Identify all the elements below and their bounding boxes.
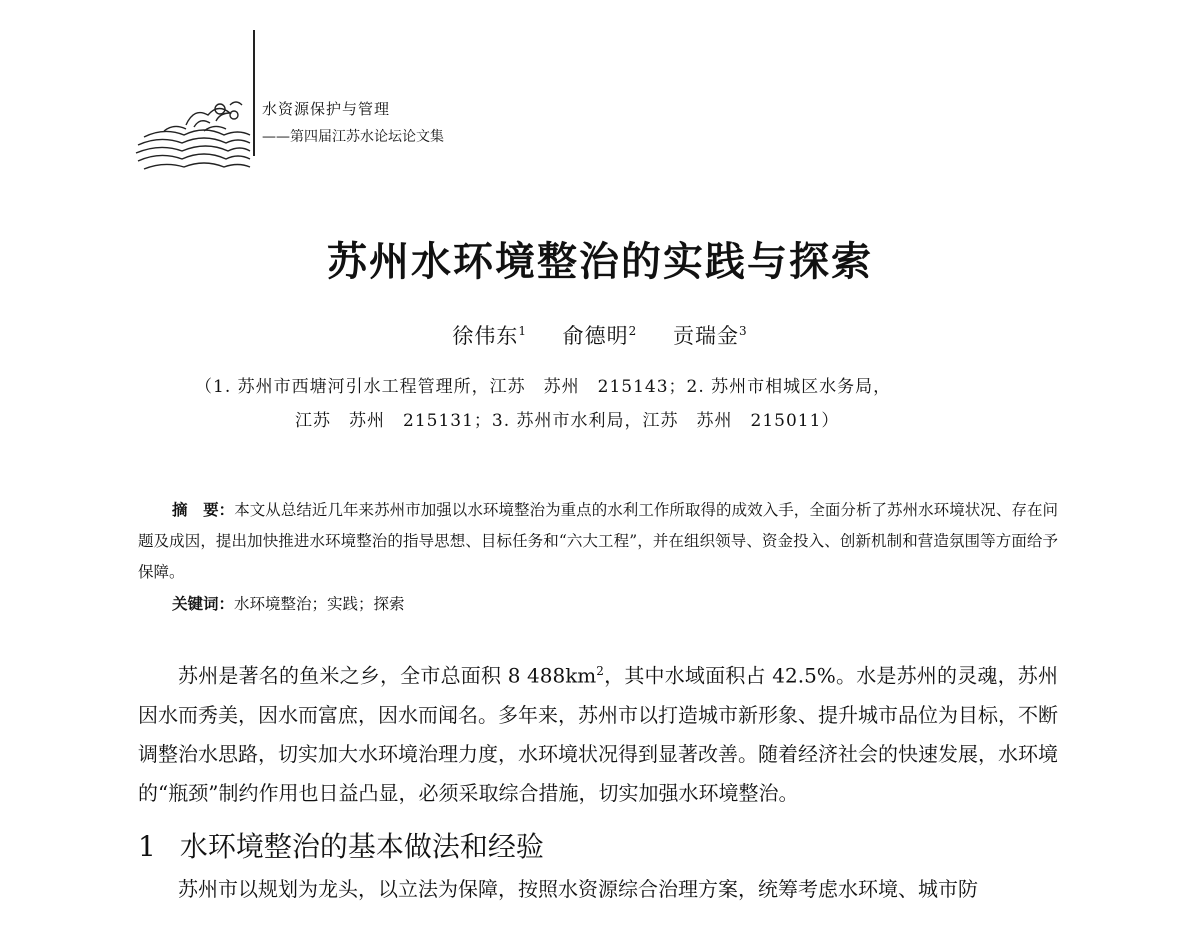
abstract	[138, 494, 1058, 588]
keywords-label: 关键词：	[172, 594, 235, 613]
author: 徐伟东$^1$	[452, 324, 527, 348]
section-number: 1	[138, 830, 156, 863]
wave-logo-icon	[134, 85, 252, 177]
affiliation-line: 江苏 苏州 215131；3. 苏州市水利局，江苏 苏州 215011）	[295, 411, 840, 431]
abstract-text: 本文从总结近几年来苏州市加强以水环境整治为重点的水利工作所取得的成效入手，全面分析了苏州水环境状况、存在问题及成因，提出加快推进水环境整治的指导思想、目标任务和“六大工程”，并在组织领导、资金投入、创新机制和营造氛围等方面给予保障。	[138, 501, 1058, 581]
keywords-text: 水环境整治；实践；探索	[234, 595, 405, 613]
author: 贡瑞金$^3$	[673, 324, 748, 348]
series-subtitle: ——第四届江苏水论坛论文集	[262, 129, 444, 145]
section-paragraph: 苏州市以规划为龙头，以立法为保障，按照水资源综合治理方案，统筹考虑水环境、城市防	[178, 877, 978, 901]
paper-title: 苏州水环境整治的实践与探索	[327, 238, 873, 285]
header-divider	[253, 30, 255, 156]
author-list	[0, 320, 1200, 350]
intro-paragraph: 苏州是著名的鱼米之乡，全市总面积 8 $488km^2$，其中水域面积占 42.5%。水是苏州的灵魂，苏州因水而秀美，因水而富庶，因水而闻名。多年来，苏州市以打造城市新形象、提升城市品位为目标，不断调整治水思路，切实加大水环境治理力度，水环境状况得到显著改善。随着经济社会的快速发展，水环境的“瓶颈”制约作用也日益凸显，必须采取综合措施，切实加强水环境整治。	[138, 663, 1058, 805]
author: 俞德明$^2$	[562, 324, 638, 348]
section-title: 水环境整治的基本做法和经验	[179, 830, 544, 863]
keywords	[172, 592, 405, 614]
journal-header	[134, 30, 534, 160]
section-heading	[138, 825, 544, 865]
series-title: 水资源保护与管理	[262, 100, 391, 118]
abstract-label: 摘 要：	[172, 500, 235, 519]
affiliation-line: （1. 苏州市西塘河引水工程管理所，江苏 苏州 215143；2. 苏州市相城区水务局，	[195, 377, 892, 397]
